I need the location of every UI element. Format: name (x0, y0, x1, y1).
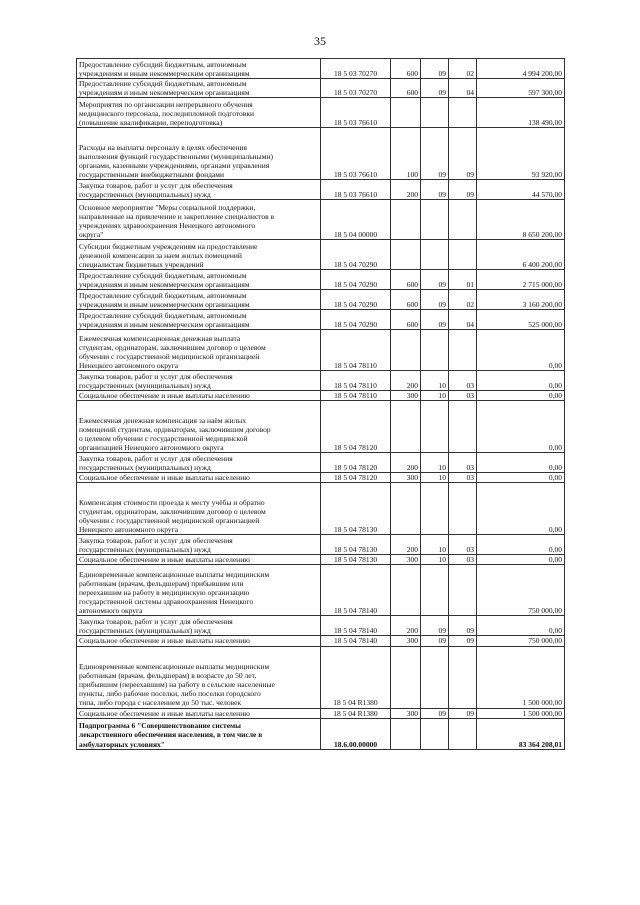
section-code: 10 (421, 391, 449, 401)
budget-table-body (77, 59, 565, 750)
item-name-line: учреждениях здравоохранения Ненецкого автономного (79, 221, 256, 230)
subsection-code: 03 (449, 473, 477, 483)
item-name-line: Подпрограмма 6 "Совершенствование системы (79, 721, 242, 731)
item-name-line: Предоставление субсидий бюджетным, автономным (79, 271, 247, 280)
item-name-line: обучении с государственной медицинской организацией (79, 352, 260, 361)
expense-type-code: 600 (391, 290, 421, 310)
item-name-line: работникам (врачам, фельдшерам) прибывшим или (79, 579, 244, 589)
section-code: 10 (421, 453, 449, 473)
item-name (77, 59, 321, 79)
item-name-line: государственной системы здравоохранения Ненецкого (79, 597, 254, 607)
item-name-line: Закупка товаров, работ и услуг для обеспечения (79, 372, 233, 381)
section-code: 09 (421, 708, 449, 718)
item-name (77, 535, 321, 555)
item-name-line: специалистам бюджетных учреждений (79, 260, 204, 270)
section-code (421, 200, 449, 240)
section-code: 09 (421, 180, 449, 200)
item-name (77, 240, 321, 270)
expense-type-code: 200 (391, 535, 421, 555)
section-code: 10 (421, 535, 449, 555)
target-article-code: 18 5 04 70290 (321, 310, 391, 330)
target-article-code: 18 5 04 70290 (321, 270, 391, 290)
item-name (77, 708, 321, 718)
amount: 0,00 (477, 453, 565, 473)
target-article-code: 18.6.00.00000 (321, 718, 391, 749)
amount: 0,00 (477, 330, 565, 371)
table-row (77, 290, 565, 310)
target-article-code: 18 5 04 70290 (321, 240, 391, 270)
expense-type-code (391, 718, 421, 749)
expense-type-code: 200 (391, 371, 421, 391)
item-name (77, 180, 321, 200)
item-name-line: Закупка товаров, работ и услуг для обеспечения (79, 181, 233, 190)
amount: 0,00 (477, 401, 565, 453)
table-row (77, 401, 565, 453)
table-row (77, 270, 565, 290)
table-row (77, 453, 565, 473)
section-code: 10 (421, 555, 449, 565)
table-row (77, 555, 565, 565)
amount: 525 000,00 (477, 310, 565, 330)
subsection-code: 09 (449, 636, 477, 646)
expense-type-code: 600 (391, 59, 421, 79)
target-article-code: 18 5 04 78120 (321, 473, 391, 483)
subsection-code (449, 330, 477, 371)
subsection-code: 04 (449, 310, 477, 330)
expense-type-code: 300 (391, 636, 421, 646)
amount: 93 920,00 (477, 128, 565, 180)
amount: 750 000,00 (477, 636, 565, 646)
subsection-code: 09 (449, 708, 477, 718)
item-name-line: государственных (муниципальных) нужд (79, 463, 211, 473)
amount: 2 715 000,00 (477, 270, 565, 290)
item-name (77, 371, 321, 391)
item-name-line: студентам, ординаторам, заключившим договор о целевом (79, 342, 266, 352)
table-row (77, 708, 565, 718)
item-name-line: Закупка товаров, работ и услуг для обеспечения (79, 454, 233, 464)
item-name-line: Ежемесячная денежная компенсация за наём жилых (79, 415, 247, 425)
table-row (77, 483, 565, 535)
table-row (77, 330, 565, 371)
section-code: 09 (421, 79, 449, 98)
expense-type-code: 200 (391, 616, 421, 636)
item-name-line: (повышение квалификации, переподготовка) (79, 118, 223, 128)
item-name-line: учреждениям и иным некоммерческим организациям (79, 300, 250, 310)
expense-type-code: 300 (391, 391, 421, 401)
item-name-line: учреждениям и иным некоммерческим организациям (79, 320, 250, 330)
amount: 6 400 200,00 (477, 240, 565, 270)
amount: 0,00 (477, 473, 565, 483)
item-name-line: Предоставление субсидий бюджетным, автономным (79, 291, 247, 300)
item-name-line: учреждениям и иным некоммерческим организациям (79, 88, 250, 98)
table-row (77, 59, 565, 79)
target-article-code: 18 5 03 76610 (321, 98, 391, 128)
item-name (77, 483, 321, 535)
table-row (77, 128, 565, 180)
item-name-line: Социальное обеспечение и иные выплаты населению (79, 391, 250, 401)
subsection-code: 09 (449, 128, 477, 180)
subsection-code: 01 (449, 270, 477, 290)
subsection-code: 03 (449, 371, 477, 391)
section-code: 10 (421, 371, 449, 391)
subsection-code: 03 (449, 391, 477, 401)
section-code: 09 (421, 128, 449, 180)
target-article-code: 18 5 03 70270 (321, 59, 391, 79)
section-code (421, 330, 449, 371)
item-name (77, 290, 321, 310)
item-name (77, 310, 321, 330)
item-name (77, 636, 321, 646)
target-article-code: 18 5 04 78140 (321, 636, 391, 646)
item-name-line: Закупка товаров, работ и услуг для обеспечения (79, 536, 233, 546)
item-name-line: государственными внебюджетными фондами (79, 170, 225, 180)
subsection-code: 04 (449, 79, 477, 98)
section-code (421, 483, 449, 535)
item-name-line: типа, либо города с населением до 50 тыс. человек (79, 698, 242, 708)
amount: 0,00 (477, 535, 565, 555)
item-name-line: организацией Ненецкого автономного округа (79, 443, 224, 453)
item-name-line: округа" (79, 230, 104, 240)
expense-type-code (391, 401, 421, 453)
item-name-line: Ежемесячная компенсационная денежная выплата (79, 333, 241, 343)
item-name-line: работникам (врачам, фельдшерам) в возрасте до 50 лет, (79, 671, 257, 681)
item-name-line: денежной компенсации за наем жилых помещений (79, 251, 242, 260)
amount: 0,00 (477, 555, 565, 565)
target-article-code: 18 5 04 78130 (321, 535, 391, 555)
section-code: 09 (421, 310, 449, 330)
target-article-code: 18 5 04 R1380 (321, 646, 391, 708)
item-name-line: Предоставление субсидий бюджетным, автономным (79, 311, 247, 320)
subsection-code (449, 240, 477, 270)
expense-type-code: 600 (391, 310, 421, 330)
expense-type-code (391, 200, 421, 240)
item-name-line: Социальное обеспечение и иные выплаты населению (79, 473, 250, 483)
item-name-line: медицинского персонала, последипломной подготовки (79, 109, 254, 118)
item-name-line: Мероприятия по организации непрерывного обучения (79, 99, 253, 109)
target-article-code: 18 5 04 78130 (321, 555, 391, 565)
subsection-code (449, 646, 477, 708)
item-name-line: Социальное обеспечение и иные выплаты населению (79, 636, 250, 646)
table-row (77, 646, 565, 708)
item-name (77, 401, 321, 453)
item-name-line: автономного округа (79, 606, 143, 616)
expense-type-code (391, 240, 421, 270)
item-name (77, 555, 321, 565)
expense-type-code: 600 (391, 79, 421, 98)
expense-type-code (391, 330, 421, 371)
target-article-code: 18 5 04 78110 (321, 330, 391, 371)
item-name-line: Единовременные компенсационные выплаты медицинским (79, 662, 270, 672)
amount: 750 000,00 (477, 565, 565, 616)
item-name (77, 270, 321, 290)
amount: 0,00 (477, 616, 565, 636)
amount: 0,00 (477, 371, 565, 391)
amount: 0,00 (477, 391, 565, 401)
table-row (77, 310, 565, 330)
expense-type-code (391, 646, 421, 708)
table-row (77, 473, 565, 483)
subsection-code: 09 (449, 616, 477, 636)
table-row (77, 718, 565, 749)
item-name-line: государственных (муниципальных) нужд (79, 626, 211, 636)
item-name-line: Предоставление субсидий бюджетным, автономным (79, 59, 247, 69)
item-name-line: Субсидии бюджетным учреждениям на предоставление (79, 241, 258, 251)
expense-type-code (391, 565, 421, 616)
target-article-code: 18 5 04 78130 (321, 483, 391, 535)
section-code (421, 240, 449, 270)
expense-type-code: 100 (391, 128, 421, 180)
expense-type-code: 200 (391, 453, 421, 473)
item-name-line: учреждениям и иным некоммерческим организациям (79, 68, 250, 78)
item-name (77, 473, 321, 483)
target-article-code: 18 5 03 76610 (321, 128, 391, 180)
item-name-line: органами, казенными учреждениями, органами управления (79, 161, 270, 170)
table-row (77, 180, 565, 200)
item-name-line: учреждениям и иным некоммерческим организациям (79, 280, 250, 290)
section-code: 10 (421, 473, 449, 483)
table-row (77, 616, 565, 636)
item-name-line: переехавшим на работу в медицинскую организацию (79, 588, 250, 598)
table-row (77, 391, 565, 401)
item-name-line: Предоставление субсидий бюджетным, автономным (79, 79, 247, 88)
item-name (77, 200, 321, 240)
section-code: 09 (421, 270, 449, 290)
target-article-code: 18 5 04 R1380 (321, 708, 391, 718)
amount: 44 570,00 (477, 180, 565, 200)
subsection-code (449, 718, 477, 749)
item-name-line: государственных (муниципальных) нужд (79, 381, 211, 391)
item-name-line: Закупка товаров, работ и услуг для обеспечения (79, 617, 233, 627)
subsection-code: 02 (449, 59, 477, 79)
item-name-line: лекарственного обеспечения населения, в том числе в (79, 730, 263, 740)
item-name-line: обучении с государственной медицинской организацией (79, 516, 260, 526)
expense-type-code: 600 (391, 270, 421, 290)
item-name-line: Расходы на выплаты персоналу в целях обеспечения (79, 142, 247, 152)
subsection-code: 03 (449, 453, 477, 473)
item-name-line: Основное мероприятие "Меры социальной поддержки, (79, 202, 256, 212)
subsection-code (449, 401, 477, 453)
target-article-code: 18 5 04 70290 (321, 290, 391, 310)
item-name (77, 453, 321, 473)
item-name-line: государственных (муниципальных) нужд (79, 545, 211, 555)
amount: 138 490,00 (477, 98, 565, 128)
item-name-line: студентам, ординаторам, заключившим договор о целевом (79, 507, 266, 517)
amount: 1 500 000,00 (477, 708, 565, 718)
table-row (77, 636, 565, 646)
target-article-code: 18 5 03 70270 (321, 79, 391, 98)
item-name-line: помещений студентам, ординаторам, заключившим договор (79, 425, 271, 434)
item-name (77, 646, 321, 708)
item-name (77, 391, 321, 401)
item-name-line: Единовременные компенсационные выплаты медицинским (79, 570, 270, 579)
expense-type-code: 300 (391, 555, 421, 565)
item-name-line: направленные на привлечение и закрепление специалистов в (79, 211, 275, 221)
amount: 4 994 200,00 (477, 59, 565, 79)
item-name (77, 128, 321, 180)
item-name-line: Социальное обеспечение и иные выплаты населению (79, 555, 250, 565)
amount: 83 364 208,01 (477, 718, 565, 749)
item-name (77, 79, 321, 98)
section-code (421, 646, 449, 708)
target-article-code: 18 5 04 78140 (321, 565, 391, 616)
section-code: 09 (421, 616, 449, 636)
amount: 3 160 200,00 (477, 290, 565, 310)
item-name (77, 718, 321, 749)
section-code (421, 565, 449, 616)
target-article-code: 18 5 04 00000 (321, 200, 391, 240)
subsection-code: 09 (449, 180, 477, 200)
target-article-code: 18 5 03 76610 (321, 180, 391, 200)
subsection-code (449, 98, 477, 128)
page-number: 35 (314, 34, 326, 48)
section-code: 09 (421, 290, 449, 310)
item-name (77, 616, 321, 636)
amount: 597 300,00 (477, 79, 565, 98)
item-name-line: выполнения функций государственными (муниципальными) (79, 151, 273, 161)
amount: 0,00 (477, 483, 565, 535)
expense-type-code: 200 (391, 180, 421, 200)
table-row (77, 200, 565, 240)
table-row (77, 371, 565, 391)
table-row (77, 565, 565, 616)
section-code: 09 (421, 59, 449, 79)
expense-type-code (391, 483, 421, 535)
item-name-line: Социальное обеспечение и иные выплаты населению (79, 708, 250, 718)
table-row (77, 79, 565, 98)
item-name-line: государственных (муниципальных) нужд (79, 190, 211, 200)
item-name-line: Компенсация стоимости проезда к месту учёбы и обратно (79, 498, 265, 507)
budget-table (76, 58, 565, 750)
section-code (421, 401, 449, 453)
target-article-code: 18 5 04 78110 (321, 371, 391, 391)
item-name (77, 330, 321, 371)
expense-type-code: 300 (391, 473, 421, 483)
item-name (77, 98, 321, 128)
item-name-line: пункты, либо рабочие поселки, либо поселки городского (79, 689, 261, 699)
target-article-code: 18 5 04 78140 (321, 616, 391, 636)
target-article-code: 18 5 04 78120 (321, 401, 391, 453)
item-name-line: Ненецкого автономного округа (79, 361, 179, 371)
table-row (77, 240, 565, 270)
section-code (421, 718, 449, 749)
section-code (421, 98, 449, 128)
item-name (77, 565, 321, 616)
item-name-line: амбулаторных условиях" (79, 739, 165, 749)
subsection-code (449, 483, 477, 535)
target-article-code: 18 5 04 78120 (321, 453, 391, 473)
section-code: 09 (421, 636, 449, 646)
subsection-code: 03 (449, 555, 477, 565)
subsection-code: 02 (449, 290, 477, 310)
expense-type-code (391, 98, 421, 128)
amount: 8 650 200,00 (477, 200, 565, 240)
item-name-line: Ненецкого автономного округа (79, 525, 179, 535)
table-row (77, 535, 565, 555)
subsection-code (449, 200, 477, 240)
item-name-line: о целевом обучении с государственной медицинской (79, 434, 248, 444)
item-name-line: прибывшим (переехавшим) на работу в сельские населенные (79, 680, 275, 690)
subsection-code (449, 565, 477, 616)
table-row (77, 98, 565, 128)
amount: 1 500 000,00 (477, 646, 565, 708)
expense-type-code: 300 (391, 708, 421, 718)
target-article-code: 18 5 04 78110 (321, 391, 391, 401)
subsection-code: 03 (449, 535, 477, 555)
